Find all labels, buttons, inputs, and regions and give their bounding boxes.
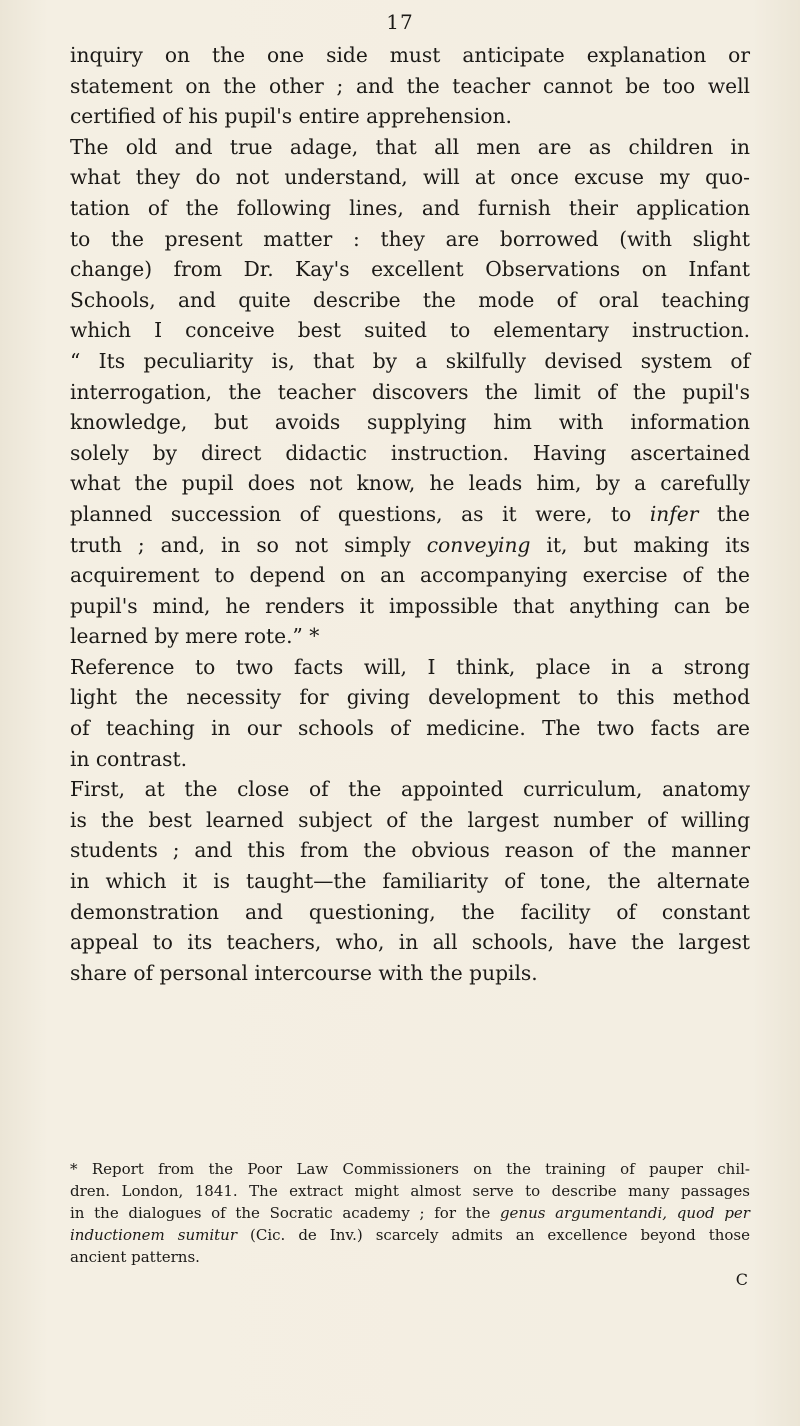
italic-phrase: genus argumentandi, quod per [499, 1204, 750, 1222]
text-line: students ; and this from the obvious reason of the manner [70, 838, 750, 863]
text-line: interrogation, the teacher discovers the limit of the pupil's [70, 379, 750, 404]
footnote-line: * Report from the Poor Law Commissioners on the training of pauper chil- [70, 1160, 750, 1178]
text-line: demonstration and questioning, the facility of constant [70, 899, 750, 924]
footnote-fragment: in the dialogues of the Socratic academy ; for the [70, 1204, 491, 1222]
text-line: “ Its peculiarity is, that by a skilfully devised system of [70, 348, 750, 373]
text-line: The old and true adage, that all men are as children in [70, 134, 750, 159]
text-line: what the pupil does not know, he leads him, by a carefully [70, 471, 750, 496]
italic-word: conveying [426, 532, 531, 557]
text-fragment: truth ; and, in so not simply [70, 532, 411, 557]
footnote-fragment: scarcely admits an excellence beyond those [375, 1226, 750, 1244]
text-line-with-italic [70, 530, 750, 561]
text-line: in contrast. [70, 746, 188, 771]
text-line: acquirement to depend on an accompanying exercise of the [70, 563, 750, 588]
text-line: to the present matter : they are borrowed (with slight [70, 226, 750, 251]
text-line: certified of his pupil's entire apprehension. [70, 104, 512, 129]
text-line: is the best learned subject of the largest number of willing [70, 807, 750, 832]
text-line: in which it is taught—the familiarity of tone, the alternate [70, 869, 750, 894]
text-line: which I conceive best suited to elementary instruction. [70, 318, 750, 343]
text-fragment: the [716, 501, 750, 526]
text-line: First, at the close of the appointed curriculum, anatomy [70, 777, 750, 802]
footnote-line: dren. London, 1841. The extract might almost serve to describe many passages [70, 1182, 750, 1200]
text-line: inquiry on the one side must anticipate explanation or [70, 43, 750, 67]
text-line: light the necessity for giving development to this method [70, 685, 750, 710]
text-line: knowledge, but avoids supplying him with information [70, 410, 750, 435]
footnote-fragment: (Cic. de Inv.) [250, 1226, 363, 1244]
text-line: of teaching in our schools of medicine. The two facts are [70, 716, 750, 741]
footnote [70, 1158, 750, 1268]
text-line: what they do not understand, will at once excuse my quo- [70, 165, 750, 190]
italic-phrase: inductionem sumitur [70, 1226, 237, 1244]
text-line: statement on the other ; and the teacher cannot be too well [70, 73, 750, 98]
page-number: 17 [386, 10, 414, 34]
text-fragment: it, but making its [546, 532, 751, 557]
text-line: learned by mere rote.” * [70, 624, 320, 649]
signature-mark: C [735, 1270, 748, 1289]
footnote-line: ancient patterns. [70, 1248, 200, 1266]
text-line: share of personal intercourse with the pupils. [70, 960, 538, 985]
text-line: Schools, and quite describe the mode of oral teaching [70, 287, 750, 312]
italic-word: infer [649, 501, 699, 526]
text-line: pupil's mind, he renders it impossible that anything can be [70, 593, 750, 618]
text-line: tation of the following lines, and furnish their application [70, 195, 750, 220]
text-fragment: planned succession of questions, as it were, to [70, 501, 632, 526]
text-line: Reference to two facts will, I think, place in a strong [70, 654, 750, 679]
text-line: appeal to its teachers, who, in all schools, have the largest [70, 930, 750, 955]
footnote-line-with-italic [70, 1202, 750, 1224]
footnote-line-with-italic [70, 1224, 750, 1246]
text-line: solely by direct didactic instruction. Having ascertained [70, 440, 750, 465]
text-line: change) from Dr. Kay's excellent Observations on Infant [70, 257, 750, 282]
body-text [70, 40, 750, 988]
text-line-with-italic [70, 499, 750, 530]
